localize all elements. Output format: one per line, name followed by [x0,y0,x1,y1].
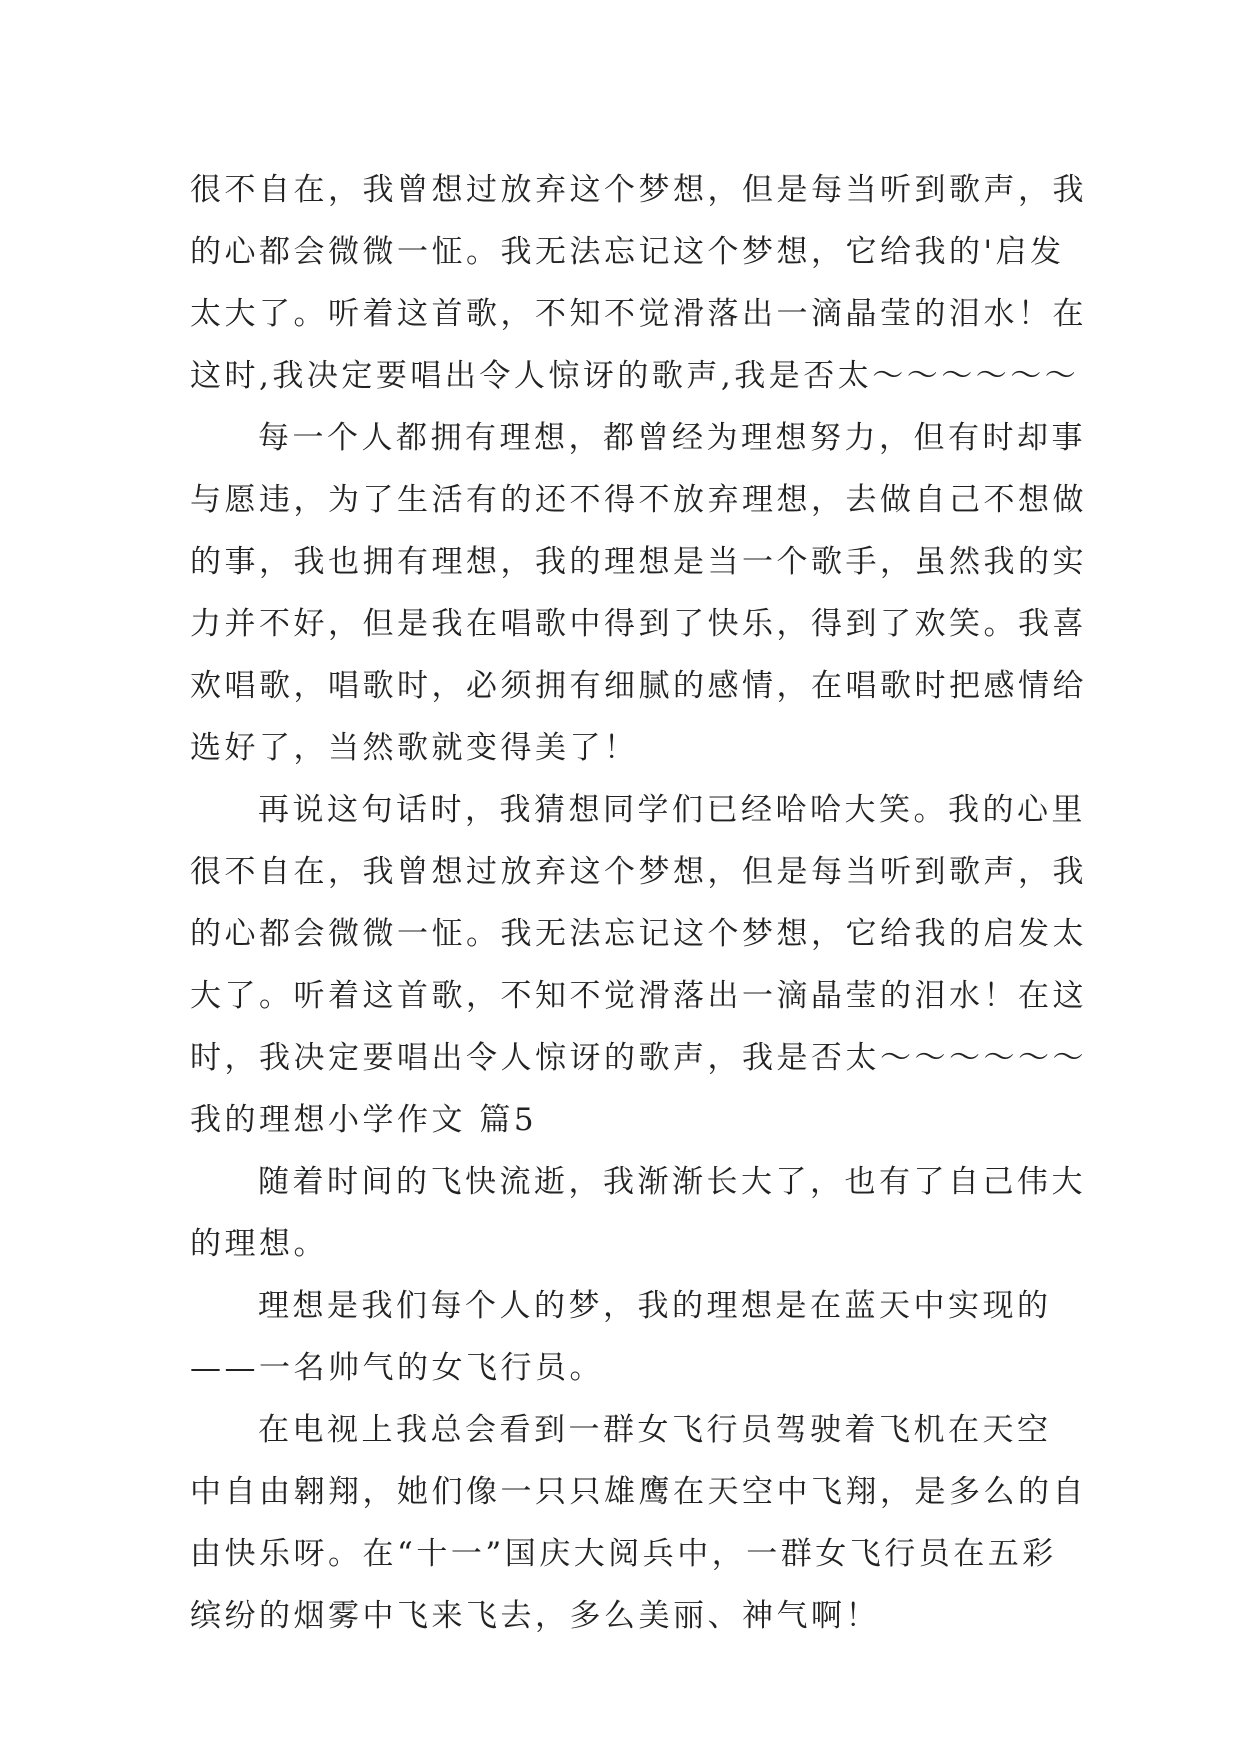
text-line: 由快乐呀。在“十一”国庆大阅兵中，一群女飞行员在五彩 [190,1536,1057,1572]
text-line: 每一个人都拥有理想，都曾经为理想努力，但有时却事 [258,420,1086,456]
text-line: 缤纷的烟雾中飞来飞去，多么美丽、神气啊！ [190,1598,880,1634]
text-line: 的事，我也拥有理想，我的理想是当一个歌手，虽然我的实 [190,544,1087,580]
text-line: 很不自在，我曾想过放弃这个梦想，但是每当听到歌声，我 [190,172,1087,208]
text-line: 再说这句话时，我猜想同学们已经哈哈大笑。我的心里 [258,792,1086,828]
text-line: 中自由翱翔，她们像一只只雄鹰在天空中飞翔，是多么的自 [190,1474,1087,1510]
text-line: 与愿违，为了生活有的还不得不放弃理想，去做自己不想做 [190,482,1087,518]
text-line: 的心都会微微一怔。我无法忘记这个梦想，它给我的'启发 [190,234,1065,270]
text-line: 的心都会微微一怔。我无法忘记这个梦想，它给我的启发太 [190,916,1087,952]
text-line: 的理想。 [190,1226,328,1262]
text-line: 欢唱歌，唱歌时，必须拥有细腻的感情，在唱歌时把感情给 [190,668,1087,704]
text-line: 力并不好，但是我在唱歌中得到了快乐，得到了欢笑。我喜 [190,606,1087,642]
text-line: 在电视上我总会看到一群女飞行员驾驶着飞机在天空 [258,1412,1052,1448]
text-line: ——一名帅气的女飞行员。 [190,1350,604,1386]
text-line: 大了。听着这首歌，不知不觉滑落出一滴晶莹的泪水！在这 [190,978,1087,1014]
text-line: 随着时间的飞快流逝，我渐渐长大了，也有了自己伟大 [258,1164,1086,1200]
text-line: 时，我决定要唱出令人惊讶的歌声，我是否太～～～～～～ [190,1040,1087,1076]
text-line: 理想是我们每个人的梦，我的理想是在蓝天中实现的 [258,1288,1052,1324]
text-line: 选好了，当然歌就变得美了！ [190,730,639,766]
text-line: 我的理想小学作文 篇5 [190,1102,538,1138]
text-line: 很不自在，我曾想过放弃这个梦想，但是每当听到歌声，我 [190,854,1087,890]
text-line: 这时,我决定要唱出令人惊讶的歌声,我是否太～～～～～～ [190,358,1080,394]
document-body [190,159,1087,1647]
text-line: 太大了。听着这首歌，不知不觉滑落出一滴晶莹的泪水！在 [190,296,1087,332]
